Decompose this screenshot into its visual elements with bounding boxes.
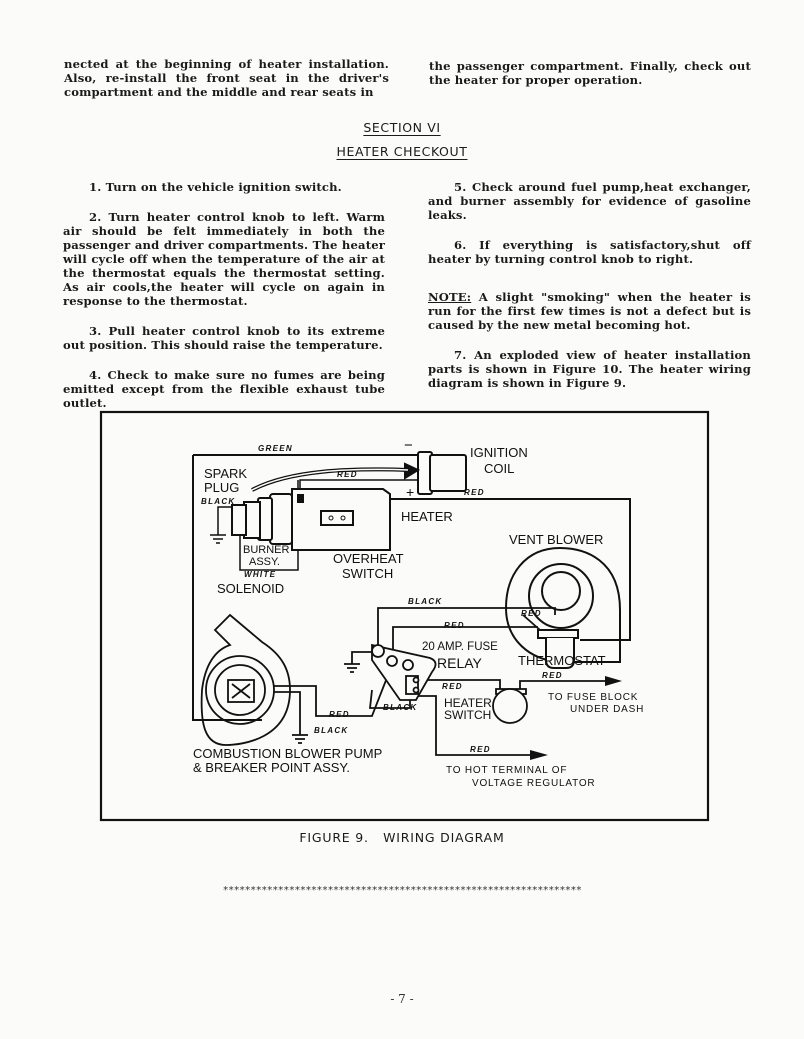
heater-body: [232, 489, 390, 550]
figure-caption: FIGURE 9. WIRING DIAGRAM: [299, 830, 505, 845]
voltage-regulator-label: VOLTAGE REGULATOR: [472, 778, 596, 789]
hot-terminal-label: TO HOT TERMINAL OF: [446, 765, 568, 776]
step-1: 1. Turn on the vehicle ignition switch.: [89, 180, 342, 194]
overheat-label: OVERHEAT: [333, 551, 404, 566]
wire-label-red-thermostat: RED: [444, 621, 465, 630]
wire-label-red-pump: RED: [329, 710, 350, 719]
step-6: 6. If everything is satisfactory,shut off heater by turning control knob to right.: [428, 238, 751, 266]
separator: *****************************************************************: [222, 885, 582, 896]
wire-label-green: GREEN: [258, 444, 293, 453]
wire-label-black-relay: BLACK: [383, 703, 418, 712]
relay-label: RELAY: [437, 655, 482, 671]
heater-switch: [493, 689, 527, 723]
wire-label-red-regulator: RED: [470, 745, 491, 754]
vent-blower-label: VENT BLOWER: [509, 532, 604, 547]
arrow-voltage-regulator-icon: [530, 750, 548, 760]
wire-label-black-blower: BLACK: [408, 597, 443, 606]
wire-label-black-pump: BLACK: [314, 726, 349, 735]
fuse-label: 20 AMP. FUSE: [422, 641, 498, 653]
plug-label: PLUG: [204, 480, 240, 495]
wire-label-red-blower: RED: [521, 609, 542, 618]
continuation-left-text: nected at the beginning of heater installation. Also, re-install the front seat in the driver's compartment and the middle and rear seats in: [64, 57, 389, 99]
page-number: - 7 -: [390, 992, 414, 1006]
wire-label-red-fuse-block: RED: [542, 671, 563, 680]
wire-label-red-coil: RED: [337, 470, 358, 479]
plus-terminal-label: +: [406, 484, 415, 500]
ignition-label: IGNITION: [470, 445, 528, 460]
step-7: 7. An exploded view of heater installation parts is shown in Figure 10. The heater wiring diagram is shown in Figure 9.: [428, 348, 751, 390]
heater-label: HEATER: [401, 509, 453, 524]
fuse-block-label: TO FUSE BLOCK: [548, 692, 639, 703]
section-number-text: SECTION VI: [363, 120, 441, 135]
step-2: 2. Turn heater control knob to left. Warm air should be felt immediately in both the passenger and driver compartments. The heater will cycle off when the temperature of the air at the thermostat equals the thermostat setting. As air cools,the heater will cycle on again in response to the thermostat.: [63, 210, 385, 308]
section-title-text: HEATER CHECKOUT: [336, 144, 468, 159]
assy-label: ASSY.: [249, 556, 280, 568]
arrow-fuse-block-icon: [605, 676, 622, 686]
note-label: NOTE:: [428, 290, 472, 304]
coil-label: COIL: [484, 461, 515, 476]
combustion-blower-pump: [202, 615, 290, 745]
wire-label-red-heater: RED: [464, 488, 485, 497]
minus-terminal-label: −: [404, 437, 413, 454]
step-5: 5. Check around fuel pump,heat exchanger, and burner assembly for evidence of gasoline leaks.: [428, 180, 751, 222]
breaker-point-label: & BREAKER POINT ASSY.: [193, 760, 351, 775]
wire-label-white: WHITE: [244, 570, 277, 579]
step-4: 4. Check to make sure no fumes are being emitted except from the flexible exhaust tube outlet.: [63, 368, 385, 410]
thermostat-label: THERMOSTAT: [518, 653, 606, 668]
wire-label-black-solenoid: BLACK: [201, 497, 236, 506]
spark-label: SPARK: [204, 466, 248, 481]
combustion-blower-label: COMBUSTION BLOWER PUMP: [193, 746, 383, 761]
wire-label-red-relay: RED: [442, 682, 463, 691]
burner-label: BURNER: [243, 544, 290, 556]
heater-switch-label: HEATER: [444, 696, 492, 710]
overheat-switch-label: SWITCH: [342, 566, 394, 581]
continuation-right-text: the passenger compartment. Finally, check out the heater for proper operation.: [429, 59, 751, 87]
under-dash-label: UNDER DASH: [570, 704, 645, 715]
solenoid-label: SOLENOID: [217, 581, 285, 596]
switch-label: SWITCH: [444, 708, 492, 722]
note-text: A slight "smoking" when the heater is run for the first few times is not a defect but is caused by the new metal becoming hot.: [428, 290, 751, 332]
step-3: 3. Pull heater control knob to its extreme out position. This should raise the temperature.: [63, 324, 385, 352]
